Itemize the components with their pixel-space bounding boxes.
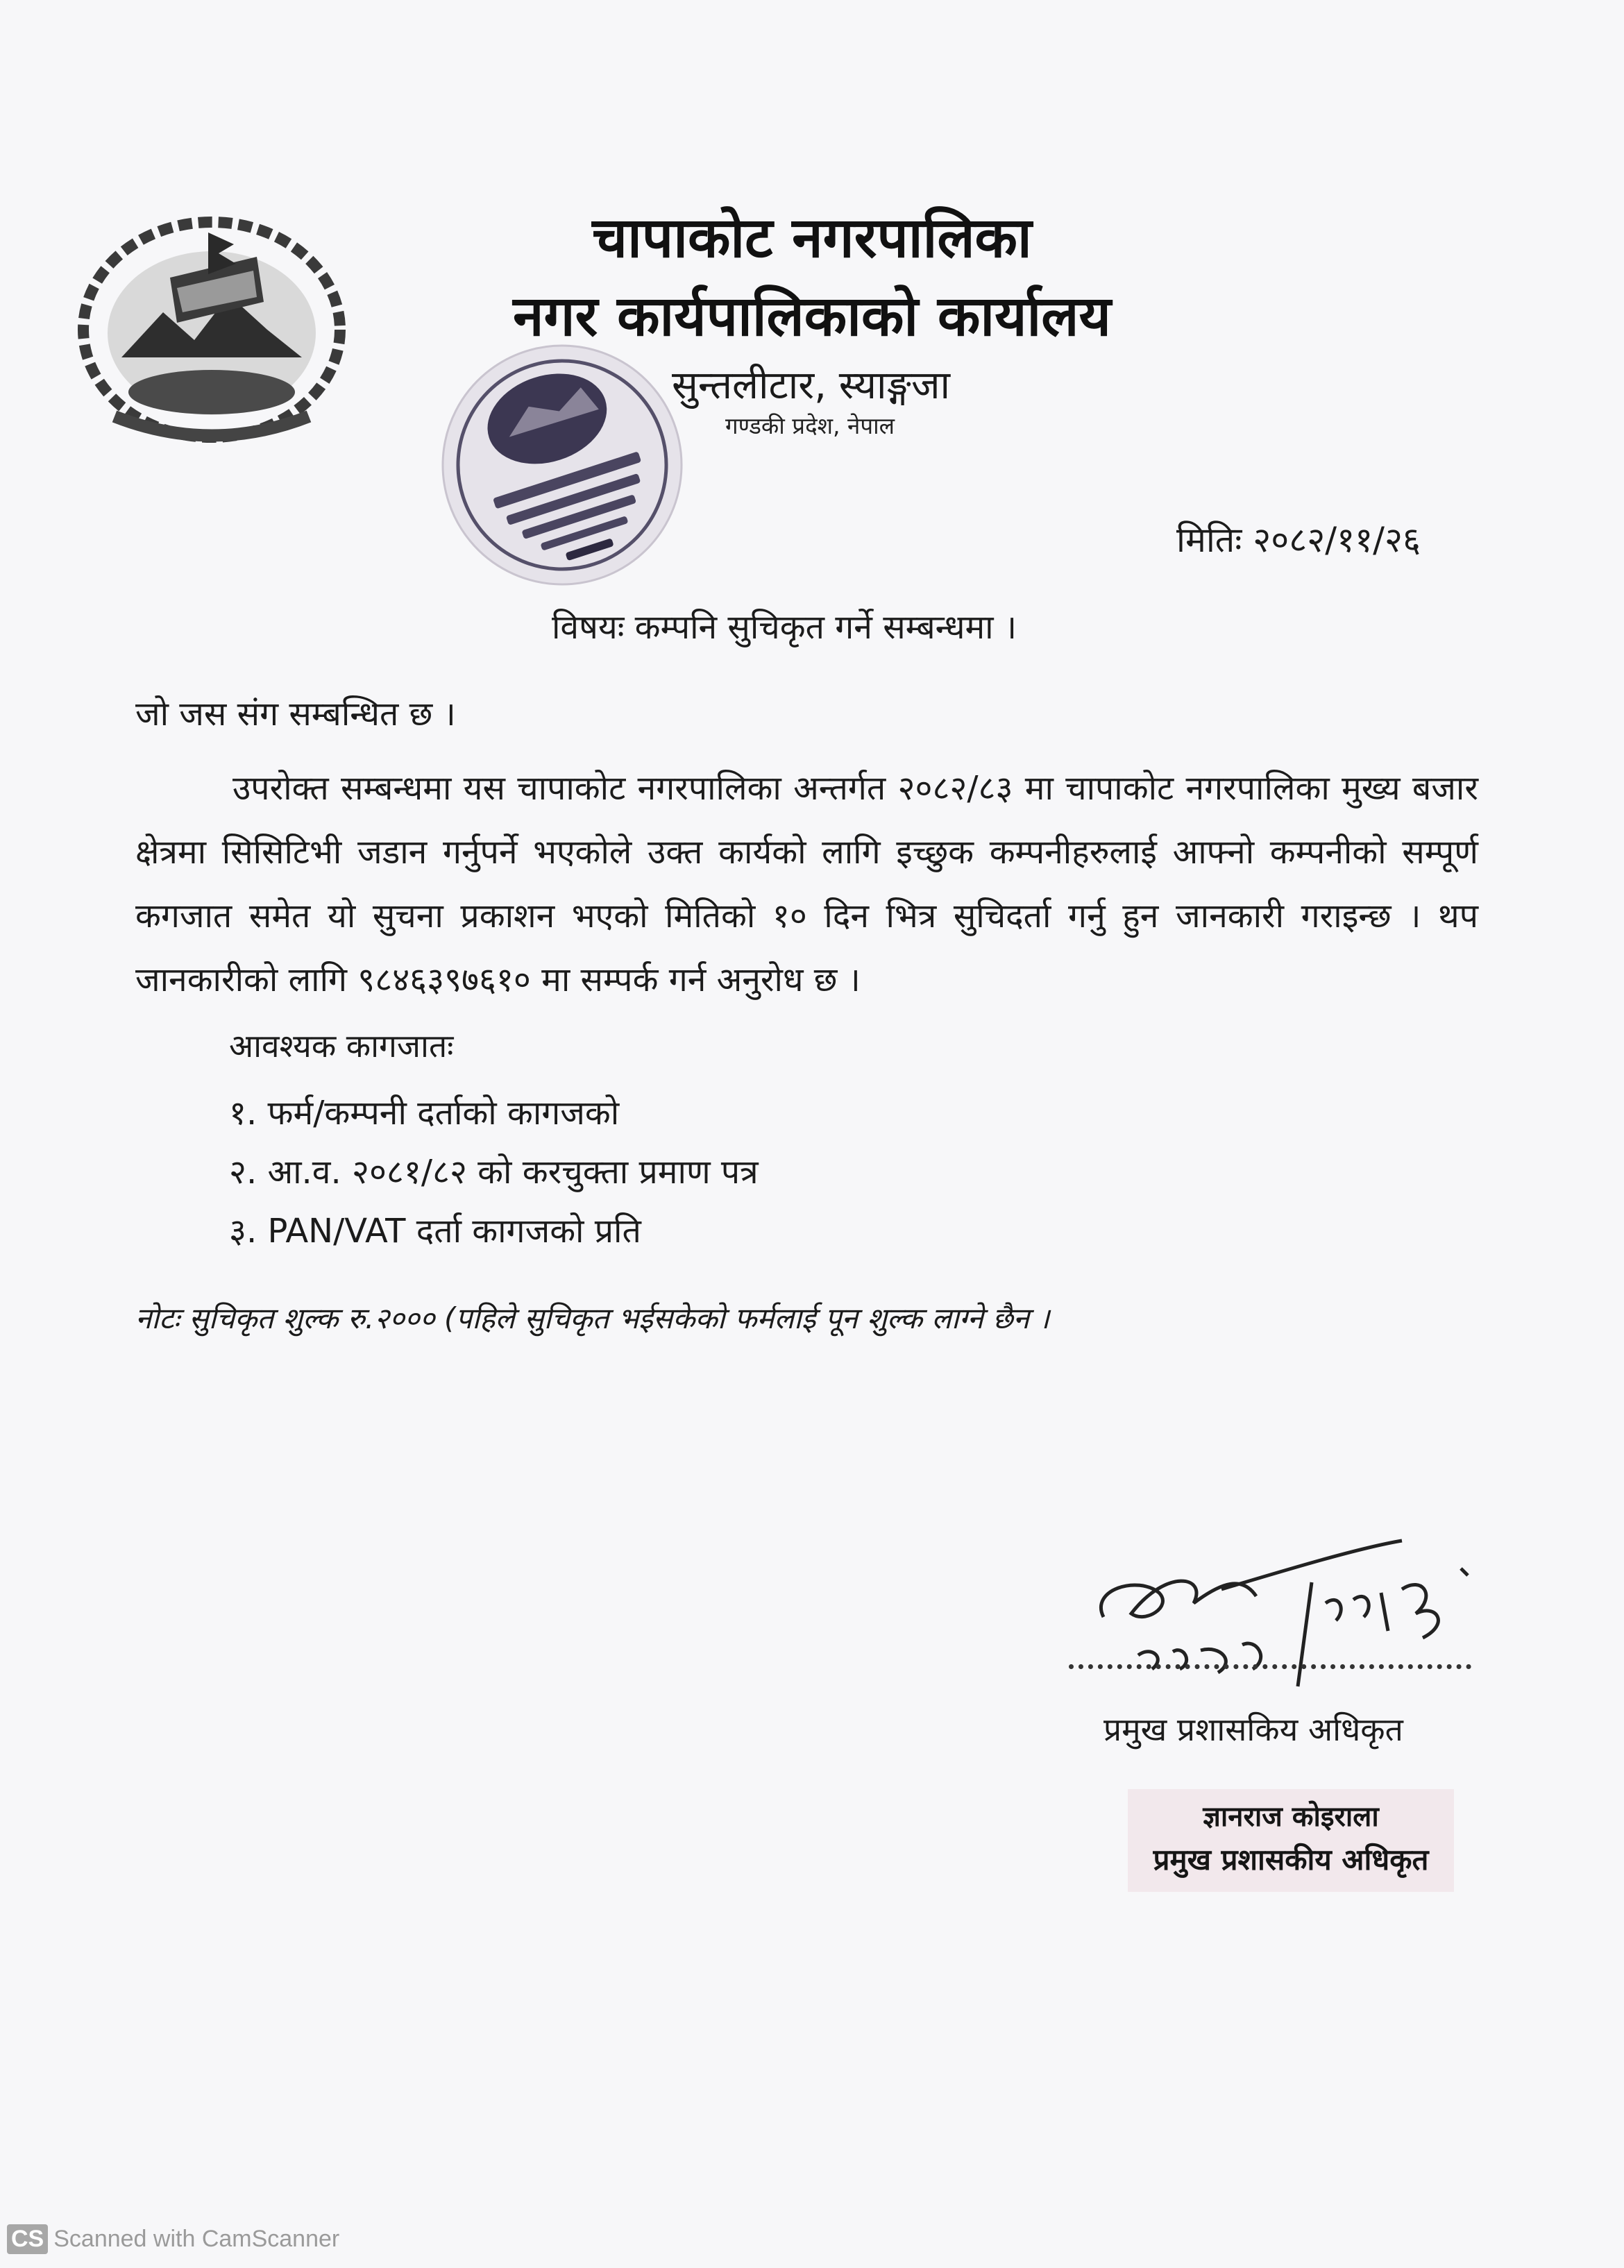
municipality-title: चापाकोट नगरपालिका bbox=[592, 205, 1032, 270]
letter-subject: विषयः कम्पनि सुचिकृत गर्ने सम्बन्धमा । bbox=[552, 608, 1017, 647]
scanner-watermark-text: Scanned with CamScanner bbox=[53, 2226, 340, 2252]
stamp-officer-title: प्रमुख प्रशासकीय अधिकृत bbox=[1153, 1843, 1429, 1877]
letter-date: मितिः २०८२/११/२६ bbox=[1176, 520, 1421, 560]
requirement-item: ३. PAN/VAT दर्ता कागजको प्रति bbox=[229, 1212, 641, 1251]
letter-body: उपरोक्त सम्बन्धमा यस चापाकोट नगरपालिका अन्तर्गत २०८२/८३ मा चापाकोट नगरपालिका मुख्य बजार क्षेत्रमा सिसिटिभी जडान गर्नुपर्ने भएकोले उक्त कार्यको लागि इच्छुक कम्पनीहरुलाई आफ्नो कम्पनीको सम्पूर्ण कगजात समेत यो सुचना प्रकाशन भएको मितिको १० दिन भित्र सुचिदर्ता गर्नु हुन जानकारी गराइन्छ । थप जानकारीको लागि ९८४६३९७६१० मा सम्पर्क गर्न अनुरोध छ । bbox=[135, 769, 1478, 999]
office-address: सुन्तलीटार, स्याङ्गजा bbox=[672, 363, 951, 408]
signature-line bbox=[1069, 1664, 1471, 1669]
requirement-item: २. आ.व. २०८१/८२ को करचुक्ता प्रमाण पत्र bbox=[229, 1153, 759, 1192]
camscanner-logo-icon: CS bbox=[7, 2224, 48, 2254]
office-title: नगर कार्यपालिकाको कार्यालय bbox=[513, 284, 1111, 348]
requirements-heading: आवश्यक कागजातः bbox=[229, 1027, 454, 1065]
handwritten-signature-icon bbox=[1062, 1527, 1492, 1721]
scanner-watermark bbox=[7, 2224, 339, 2254]
requirement-item: १. फर्म/कम्पनी दर्ताको कागजको bbox=[229, 1094, 620, 1133]
signatory-title: प्रमुख प्रशासकिय अधिकृत bbox=[1103, 1711, 1403, 1748]
salutation: जो जस संग सम्बन्धित छ । bbox=[135, 695, 456, 734]
fee-note: नोटः सुचिकृत शुल्क रु.२००० (पहिले सुचिकृत भईसकेको फर्मलाई पून शुल्क लाग्ने छैन । bbox=[135, 1301, 1050, 1335]
stamp-officer-name: ज्ञानराज कोइराला bbox=[1203, 1801, 1379, 1833]
name-stamp bbox=[1128, 1789, 1454, 1892]
office-province: गण्डकी प्रदेश, नेपाल bbox=[725, 412, 895, 439]
office-seal-stamp-icon bbox=[405, 307, 720, 623]
